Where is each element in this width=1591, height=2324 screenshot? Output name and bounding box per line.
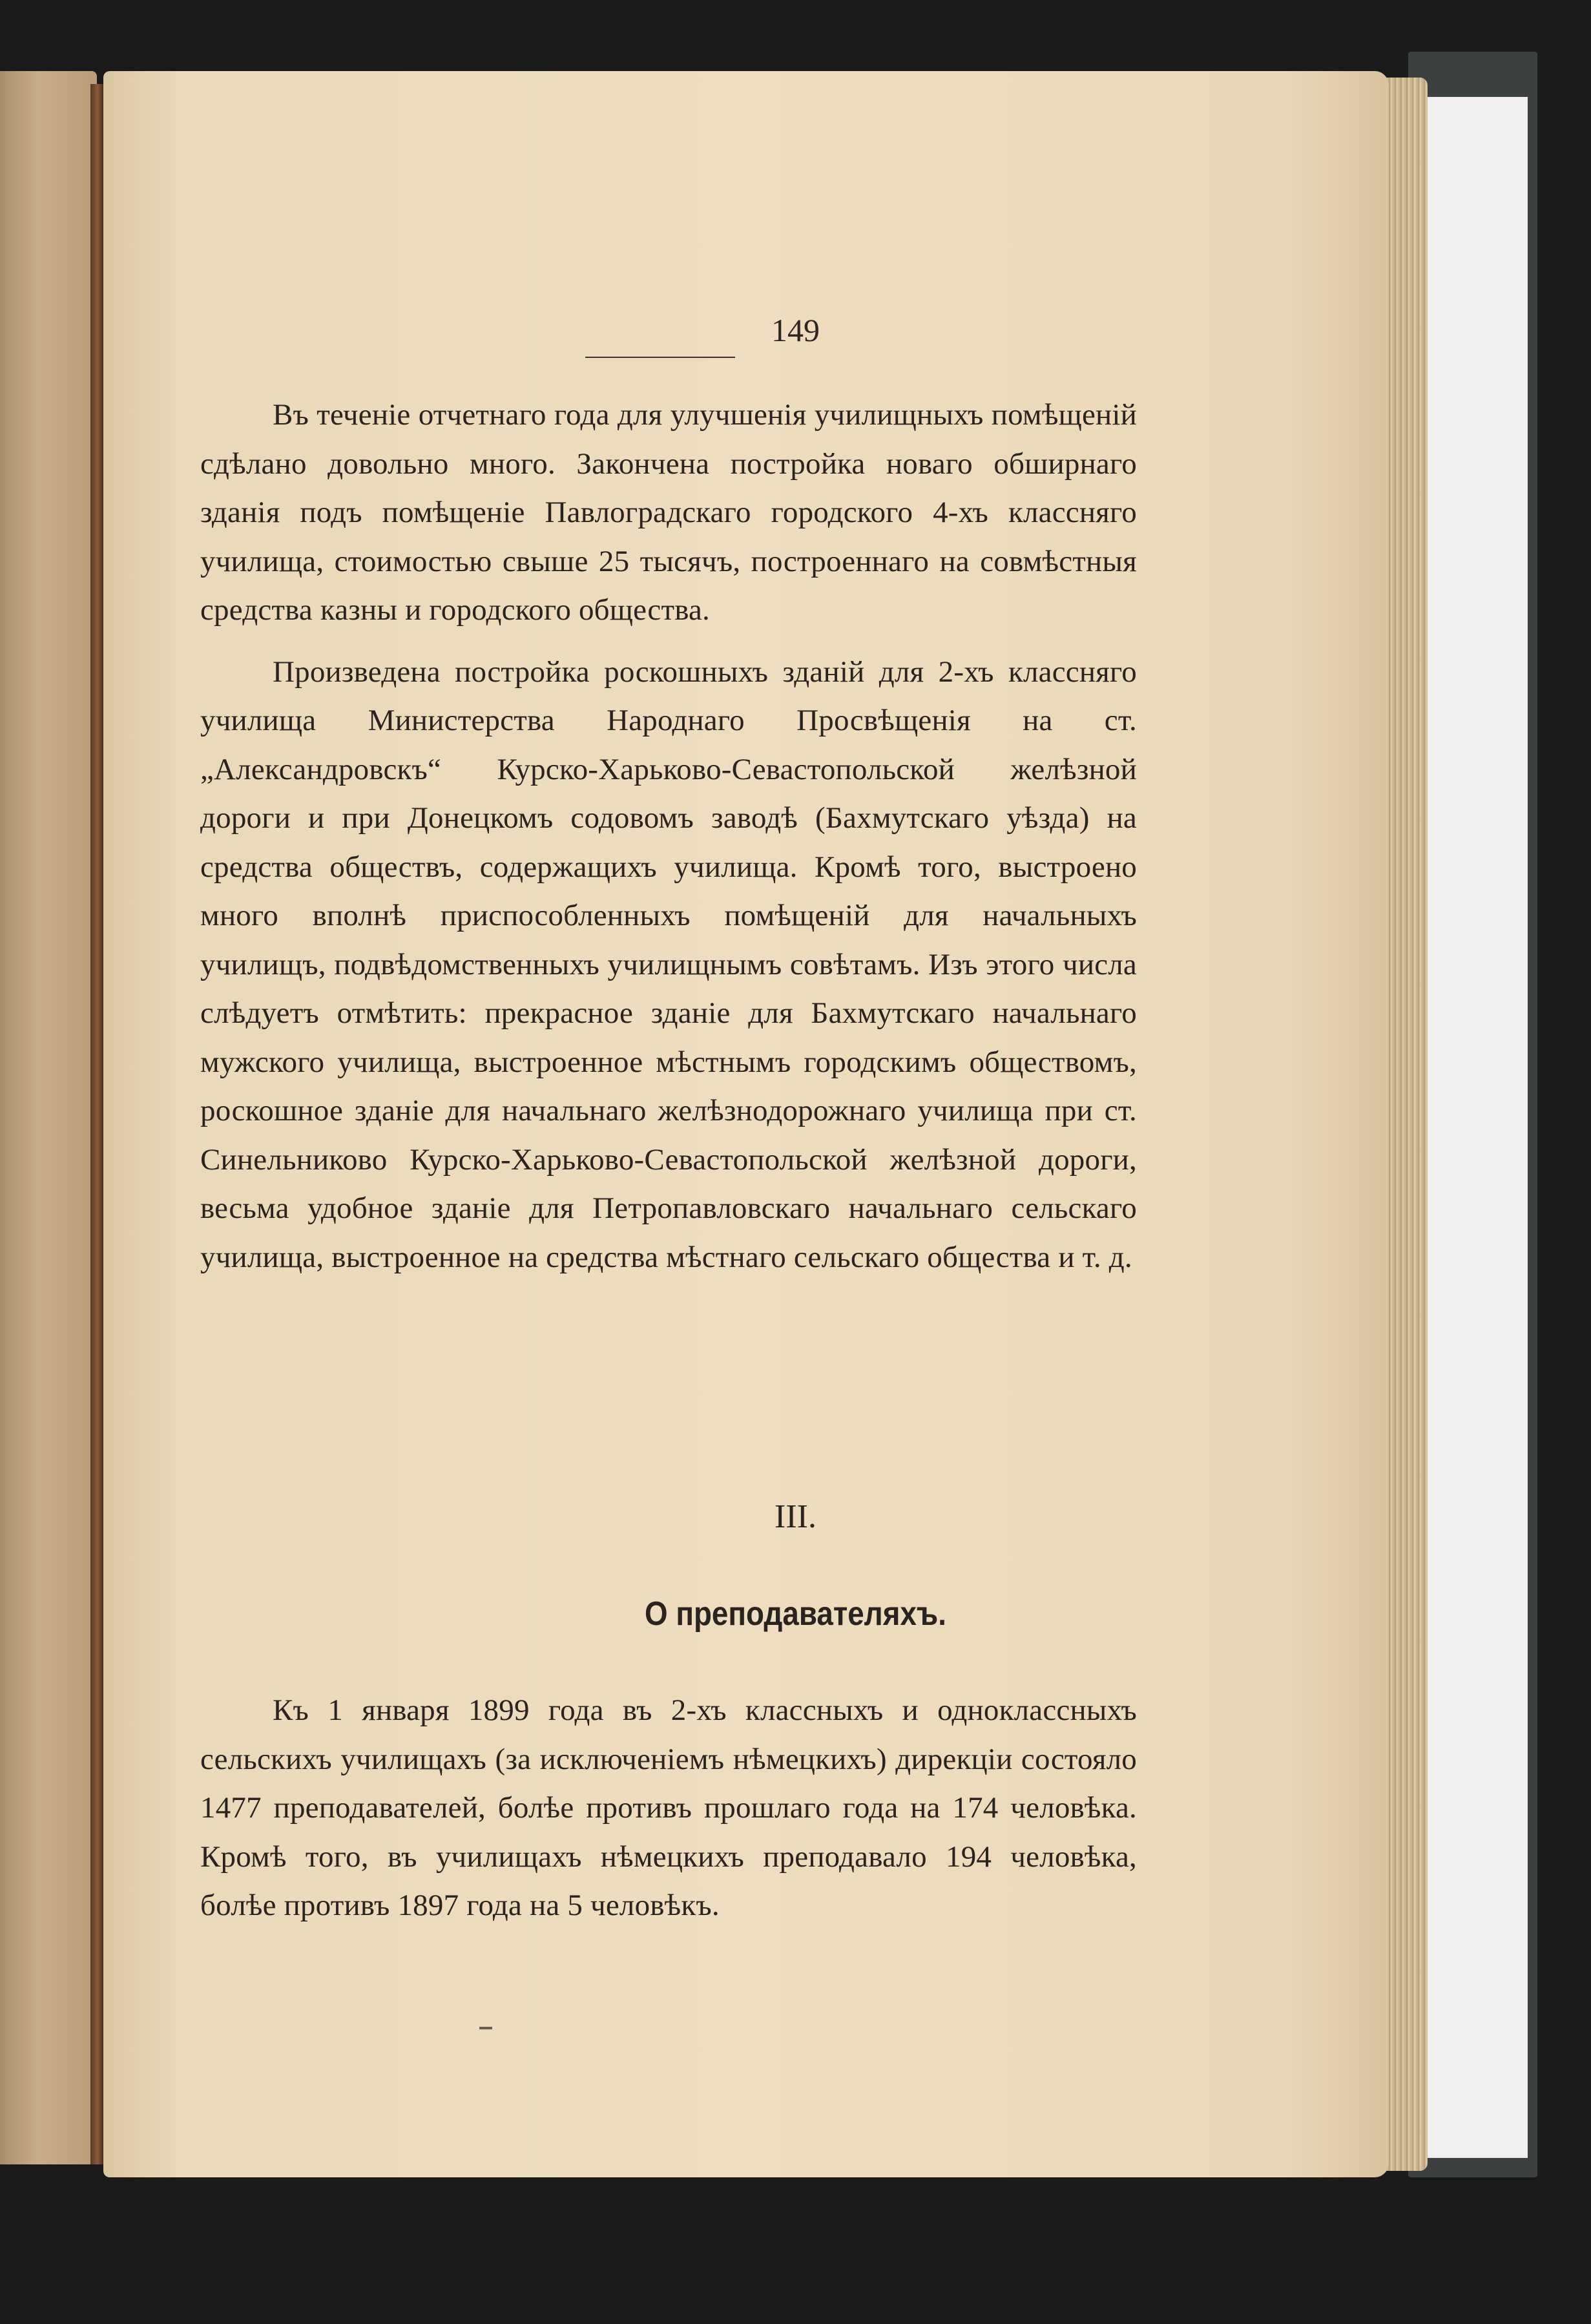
teachers-text: [200, 1686, 1137, 1931]
paragraph-construction: Произведена постройка роскошныхъ зданій для 2-хъ классняго училища Министерства Народнаго Просвѣщенія на ст. „Александровскъ“ Курско-Харьково-Севастопольской желѣзной дороги и при Донецкомъ содовомъ заводѣ (Бахмутскаго уѣзда) на средства обществъ, содержащихъ училища. Кромѣ того, выстроено много вполнѣ приспособленныхъ помѣщеній для начальныхъ училищъ, подвѣдомственныхъ училищнымъ совѣтамъ. Изъ этого числа слѣдуетъ отмѣтить: прекрасное зданіе для Бахмутскаго начальнаго мужского училища, выстроенное мѣстнымъ городскимъ обществомъ, роскошное зданіе для начальнаго желѣзнодорожнаго училища при ст. Синельниково Курско-Харьково-Севастопольской желѣзной дороги, весьма удобное зданіе для Петропавловскаго начальнаго сельскаго училища, выстроенное на средства мѣстнаго сельскаго общества и т. д.: [200, 654, 1137, 1274]
backing-sheet: [1411, 97, 1528, 2158]
left-page-edge: [0, 71, 97, 2164]
ink-mark: [479, 2027, 492, 2029]
section-numeral: III.: [775, 1498, 816, 1535]
book-spine-edge: [90, 84, 105, 2164]
intro-text: [200, 391, 1137, 1282]
header-rule: [585, 357, 735, 358]
paragraph-teachers: Къ 1 января 1899 года въ 2-хъ классныхъ и одноклассныхъ сельскихъ училищахъ (за исключеніемъ нѣмецкихъ) дирекціи состояло 1477 преподавателей, болѣе противъ прошлаго года на 174 человѣка. Кромѣ того, въ училищахъ нѣмецкихъ преподавало 194 человѣка, болѣе противъ 1897 года на 5 человѣкъ.: [200, 1693, 1137, 1922]
paragraph-premises-improvement: Въ теченіе отчетнаго года для улучшенія училищныхъ помѣщеній сдѣлано довольно много. Закончена постройка новаго обширнаго зданія подъ помѣщеніе Павлоградскаго городского 4-хъ классняго училища, стоимостью свыше 25 тысячъ, построеннаго на совмѣстныя средства казны и городского общества.: [200, 398, 1137, 627]
page-number: 149: [771, 312, 820, 348]
section-title: О преподавателяхъ.: [645, 1595, 946, 1633]
